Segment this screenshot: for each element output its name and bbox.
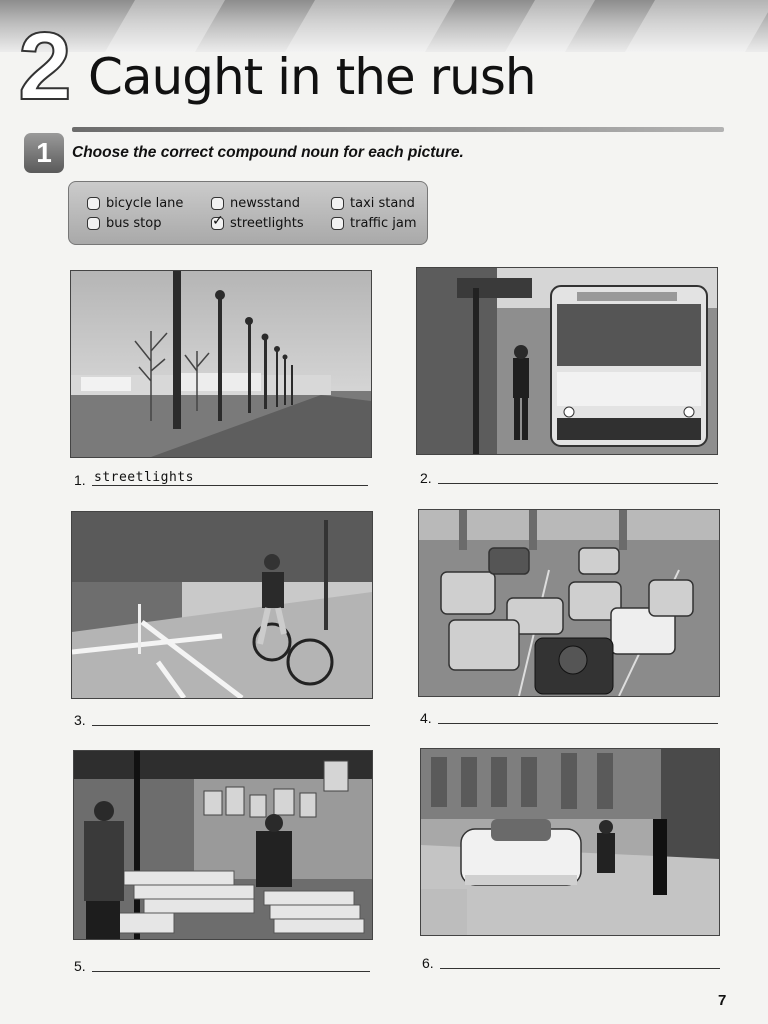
checkbox[interactable] <box>87 217 100 230</box>
checkbox[interactable] <box>87 197 100 210</box>
unit-number: 2 <box>18 13 72 120</box>
word-bank <box>68 181 428 245</box>
option-traffic-jam[interactable] <box>331 216 417 231</box>
option-label: newsstand <box>230 196 300 211</box>
option-taxi-stand[interactable] <box>331 196 415 211</box>
answer-line[interactable] <box>92 971 370 972</box>
checkbox[interactable] <box>331 217 344 230</box>
answer-line[interactable] <box>438 723 718 724</box>
answer-number: 6. <box>422 955 434 971</box>
answer-number: 2. <box>420 470 432 486</box>
answer-line[interactable] <box>438 483 718 484</box>
option-label: bus stop <box>106 216 162 231</box>
option-label: traffic jam <box>350 216 417 231</box>
streetlights-photo <box>70 270 372 458</box>
answer-number: 4. <box>420 710 432 726</box>
title-rule <box>72 127 724 132</box>
header-band <box>0 0 768 52</box>
checkbox[interactable] <box>211 197 224 210</box>
newsstand-photo <box>73 750 373 940</box>
answer-line[interactable] <box>440 968 720 969</box>
checkbox[interactable] <box>331 197 344 210</box>
page-title: Caught in the rush <box>88 48 536 106</box>
page-number: 7 <box>718 992 727 1009</box>
option-newsstand[interactable] <box>211 196 300 211</box>
option-label: bicycle lane <box>106 196 184 211</box>
option-bicycle-lane[interactable] <box>87 196 183 211</box>
exercise-number-badge: 1 <box>24 133 64 173</box>
option-label: taxi stand <box>350 196 415 211</box>
answer-line[interactable] <box>92 485 368 486</box>
answer-line[interactable] <box>92 725 370 726</box>
exercise-instruction: Choose the correct compound noun for each picture. <box>72 144 464 161</box>
option-streetlights[interactable] <box>211 213 304 231</box>
checkbox-checked[interactable] <box>211 213 224 230</box>
answer-number: 1. <box>74 472 86 488</box>
check-mark-icon: ✓ <box>212 213 224 229</box>
answer-number: 5. <box>74 958 86 974</box>
answer-number: 3. <box>74 712 86 728</box>
answer-text: streetlights <box>94 470 194 485</box>
option-label: streetlights <box>230 216 304 231</box>
bus-stop-photo <box>416 267 718 455</box>
traffic-jam-photo <box>418 509 720 697</box>
bicycle-lane-photo <box>71 511 373 699</box>
option-bus-stop[interactable] <box>87 216 161 231</box>
taxi-stand-photo <box>420 748 720 936</box>
